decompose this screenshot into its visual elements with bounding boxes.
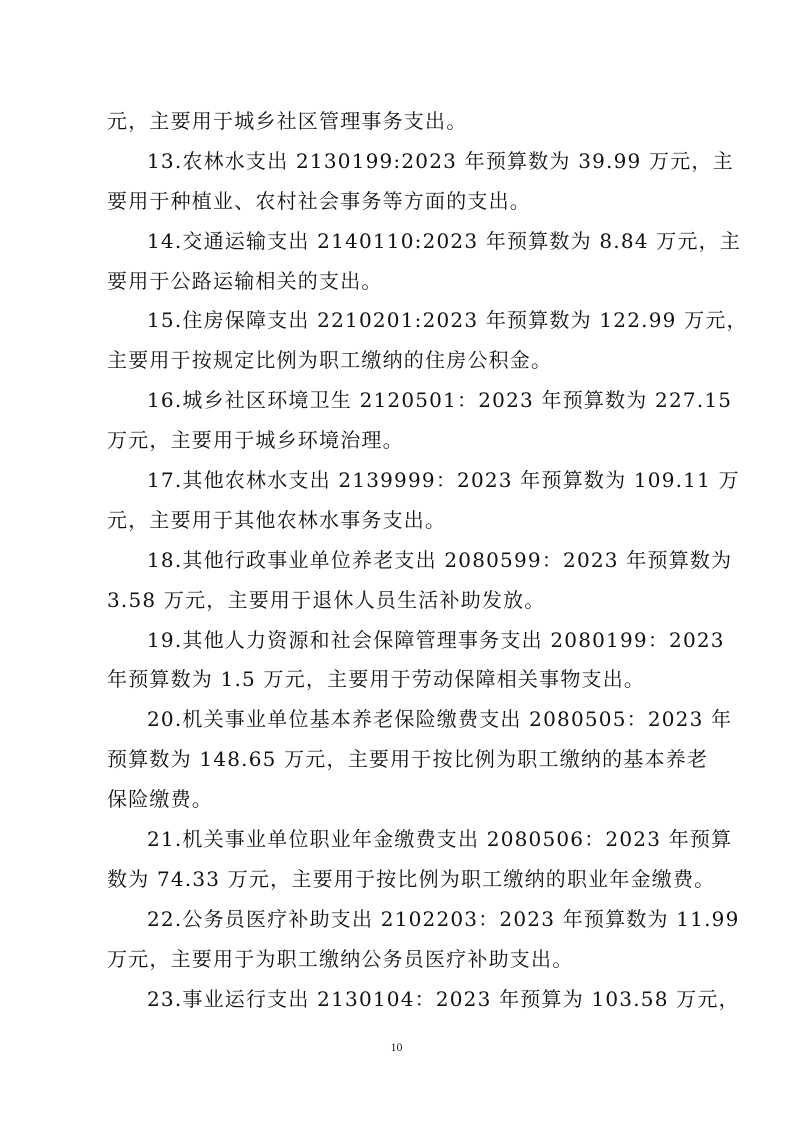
text-line: 万元，主要用于为职工缴纳公务员医疗补助支出。 (107, 946, 574, 971)
text-line: 16.城乡社区环境卫生 2120501：2023 年预算数为 227.15 (147, 388, 733, 413)
text-line: 23.事业运行支出 2130104：2023 年预算为 103.58 万元， (147, 986, 740, 1011)
text-line: 21.机关事业单位职业年金缴费支出 2080506：2023 年预算 (147, 827, 733, 852)
text-line: 22.公务员医疗补助支出 2102203：2023 年预算数为 11.99 (147, 906, 740, 931)
text-line: 13.农林水支出 2130199:2023 年预算数为 39.99 万元，主 (147, 148, 734, 173)
text-line: 数为 74.33 万元，主要用于按比例为职工缴纳的职业年金缴费。 (107, 866, 716, 891)
text-line: 20.机关事业单位基本养老保险缴费支出 2080505：2023 年 (147, 707, 733, 732)
text-line: 15.住房保障支出 2210201:2023 年预算数为 122.99 万元， (147, 308, 748, 333)
text-line: 14.交通运输支出 2140110:2023 年预算数为 8.84 万元，主 (147, 228, 742, 253)
text-line: 3.58 万元，主要用于退休人员生活补助发放。 (107, 587, 546, 612)
text-line: 主要用于按规定比例为职工缴纳的住房公积金。 (107, 348, 553, 373)
body-text (107, 102, 748, 1019)
text-line: 18.其他行政事业单位养老支出 2080599：2023 年预算数为 (147, 547, 733, 572)
page-number: 10 (390, 1040, 403, 1054)
text-line: 元，主要用于城乡社区管理事务支出。 (107, 109, 468, 133)
text-line: 万元，主要用于城乡环境治理。 (107, 428, 404, 453)
text-line: 保险缴费。 (107, 787, 213, 812)
text-line: 19.其他人力资源和社会保障管理事务支出 2080199：2023 (147, 627, 725, 652)
text-line: 17.其他农林水支出 2139999：2023 年预算数为 109.11 万 (147, 468, 740, 493)
text-line: 年预算数为 1.5 万元，主要用于劳动保障相关事物支出。 (107, 667, 646, 692)
text-line: 要用于种植业、农村社会事务等方面的支出。 (107, 188, 531, 213)
text-line: 元，主要用于其他农林水事务支出。 (107, 507, 447, 532)
text-line: 预算数为 148.65 万元，主要用于按比例为职工缴纳的基本养老 (107, 747, 709, 772)
text-line: 要用于公路运输相关的支出。 (107, 268, 383, 293)
